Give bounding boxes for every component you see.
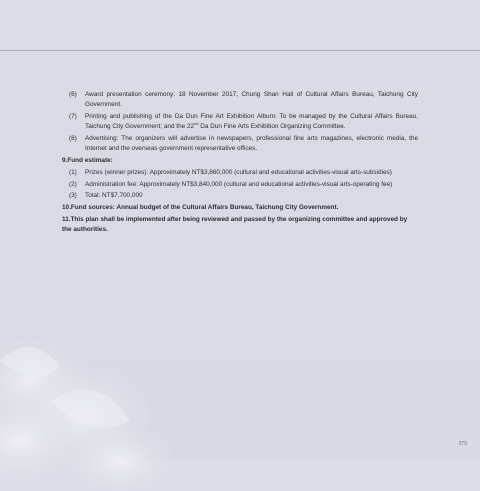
item-text: Prizes (winner prizes): Approximately NT$3,860,000 (cultural and educational activities-visual arts-subsidies) <box>85 168 392 176</box>
item-number: (8) <box>69 135 77 142</box>
list-item <box>62 180 418 190</box>
section-text: Fund sources: Annual budget of the Cultural Affairs Bureau, Taichung City Government. <box>70 204 339 212</box>
item-number: (2) <box>69 180 77 188</box>
section-heading <box>62 215 418 235</box>
section-heading <box>62 156 418 166</box>
item-text: Award presentation ceremony: 18 November 2017, Chung Shan Hall of Cultural Affairs Bureau, Taichung City Government. <box>85 91 418 109</box>
item-number: (1) <box>69 168 77 176</box>
item-number: (7) <box>69 113 77 120</box>
section-number: 10. <box>62 204 71 212</box>
list-item <box>62 112 418 132</box>
page-number: 375 <box>458 441 467 447</box>
section-number: 9. <box>62 157 68 164</box>
list-item <box>62 168 418 178</box>
section-number: 11. <box>62 215 71 223</box>
ordinal-superscript: nd <box>194 121 199 127</box>
list-item <box>62 134 418 154</box>
item-number: (3) <box>69 192 77 200</box>
item-text: Total: NT$7,700,000 <box>85 192 143 200</box>
document-content <box>62 90 418 237</box>
header-band <box>0 0 480 50</box>
item-text-part: Da Dun Fine Arts Exhibition Organizing Committee. <box>198 123 346 131</box>
item-text-part: Printing and publishing of the Da Dun Fine Art Exhibition Album: To be managed by the Cultural Affairs Bureau, Taichung City Government; and the 22 <box>85 113 418 131</box>
item-number: (6) <box>69 91 77 98</box>
list-item <box>62 191 418 201</box>
section-text: This plan shall be implemented after being reviewed and passed by the organizing committee and approved by the authorities. <box>62 215 408 234</box>
item-text: Advertising: The organizers will advertise in newspapers, professional fine arts magazines, electronic media, the Internet and the overseas government representative offices. <box>85 135 418 153</box>
section-heading <box>62 203 418 213</box>
item-text <box>85 112 418 132</box>
list-item <box>62 90 418 110</box>
flower-watermark-icon <box>0 321 180 491</box>
item-text: Administration fee: Approximately NT$3,840,000 (cultural and educational activities-visual arts-operating fee) <box>85 180 393 188</box>
section-text: Fund estimate: <box>67 157 113 164</box>
